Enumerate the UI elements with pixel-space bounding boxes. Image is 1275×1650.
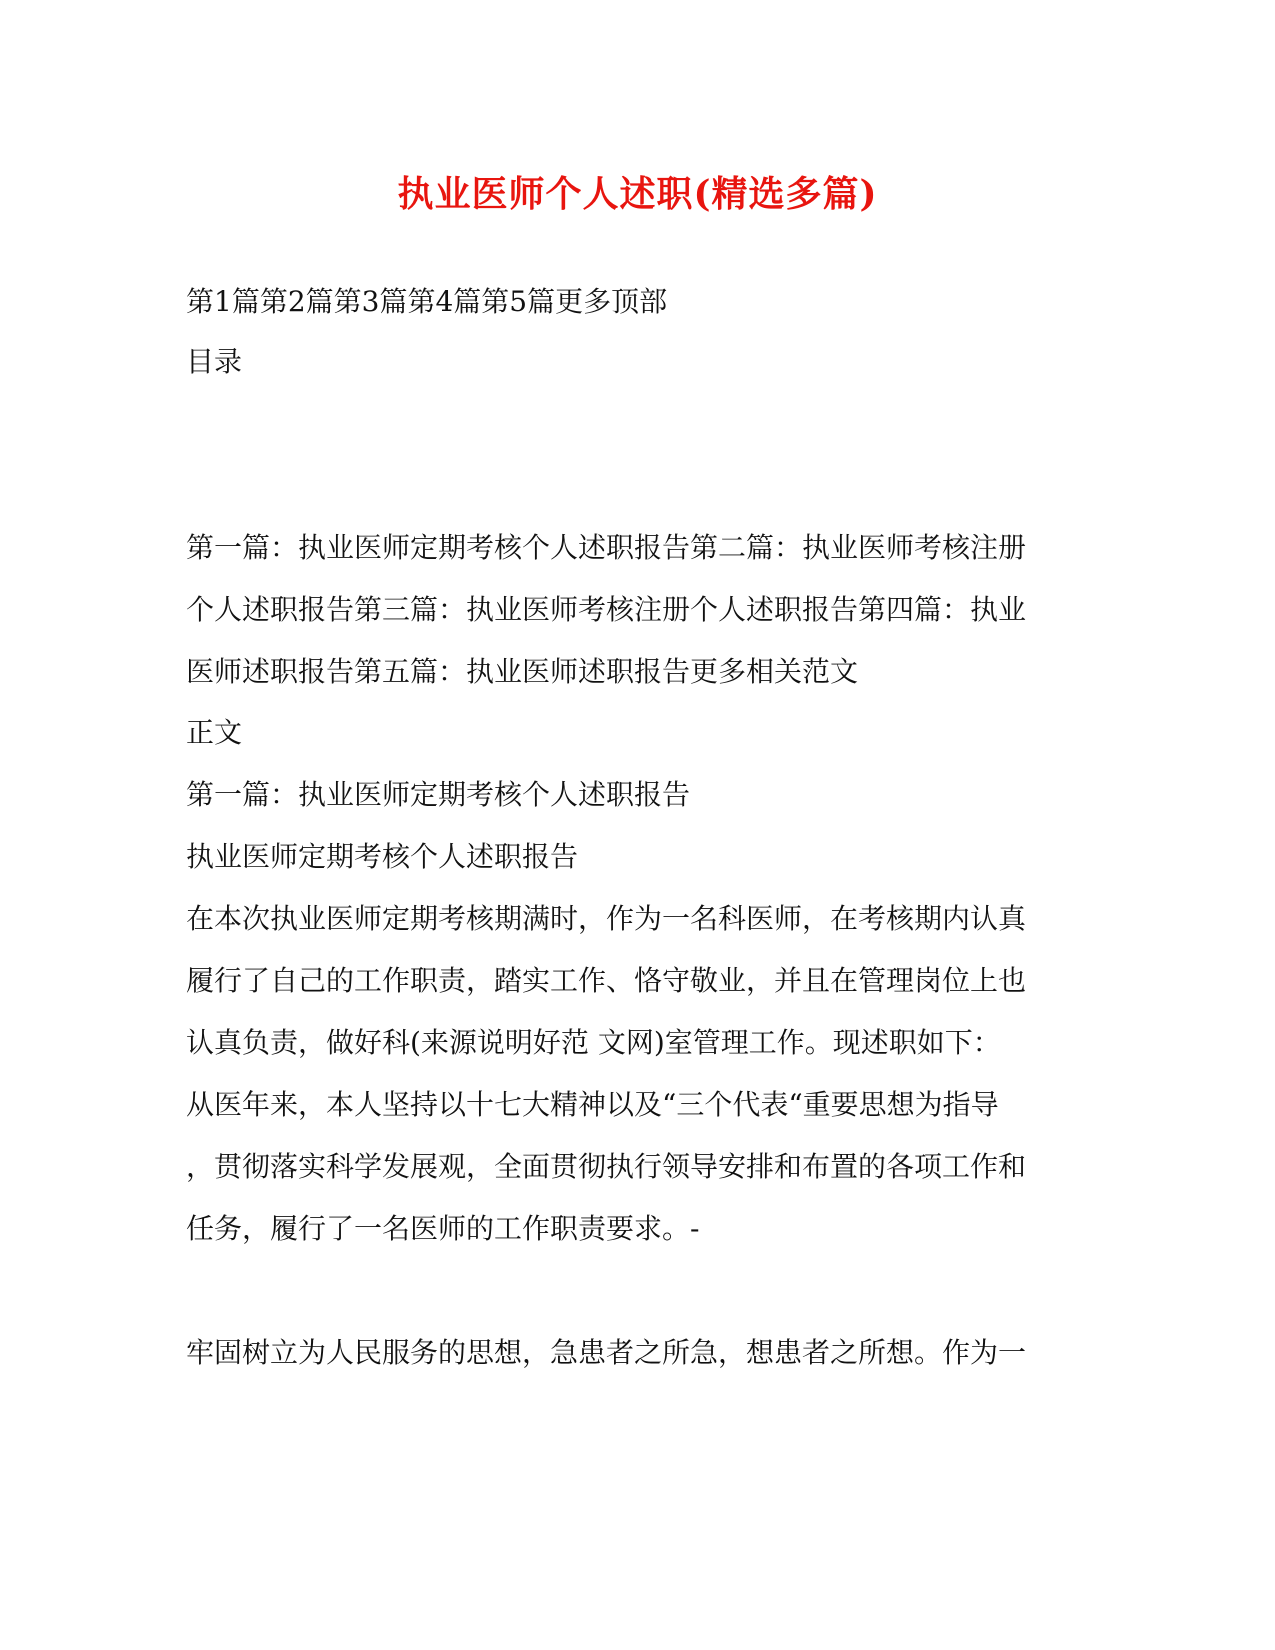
toc-line: 医师述职报告第五篇：执业医师述职报告更多相关范文 bbox=[186, 655, 859, 688]
paragraph-line: 认真负责，做好科(来源说明好范 文网)室管理工作。现述职如下： bbox=[186, 1026, 1001, 1059]
section-subtitle: 执业医师定期考核个人述职报告 bbox=[186, 840, 579, 873]
toc-line: 个人述职报告第三篇：执业医师考核注册个人述职报告第四篇：执业 bbox=[186, 593, 1027, 626]
toc-line: 第一篇：执业医师定期考核个人述职报告第二篇：执业医师考核注册 bbox=[186, 531, 1027, 564]
paragraph-line: 履行了自己的工作职责，踏实工作、恪守敬业，并且在管理岗位上也 bbox=[186, 964, 1027, 997]
body-heading: 正文 bbox=[186, 716, 243, 749]
section-heading: 第一篇：执业医师定期考核个人述职报告 bbox=[186, 778, 691, 811]
document-title: 执业医师个人述职(精选多篇) bbox=[397, 173, 878, 215]
paragraph-line: 从医年来，本人坚持以十七大精神以及“三个代表“重要思想为指导 bbox=[186, 1088, 999, 1121]
paragraph-line: 任务，履行了一名医师的工作职责要求。- bbox=[186, 1212, 700, 1245]
paragraph-line: 牢固树立为人民服务的思想，急患者之所急，想患者之所想。作为一 bbox=[186, 1336, 1027, 1369]
paragraph-line: ，贯彻落实科学发展观，全面贯彻执行领导安排和布置的各项工作和 bbox=[186, 1150, 1027, 1183]
toc-heading: 目录 bbox=[186, 345, 243, 378]
nav-links[interactable]: 第1篇第2篇第3篇第4篇第5篇更多顶部 bbox=[186, 285, 668, 318]
paragraph-line: 在本次执业医师定期考核期满时，作为一名科医师，在考核期内认真 bbox=[186, 902, 1027, 935]
